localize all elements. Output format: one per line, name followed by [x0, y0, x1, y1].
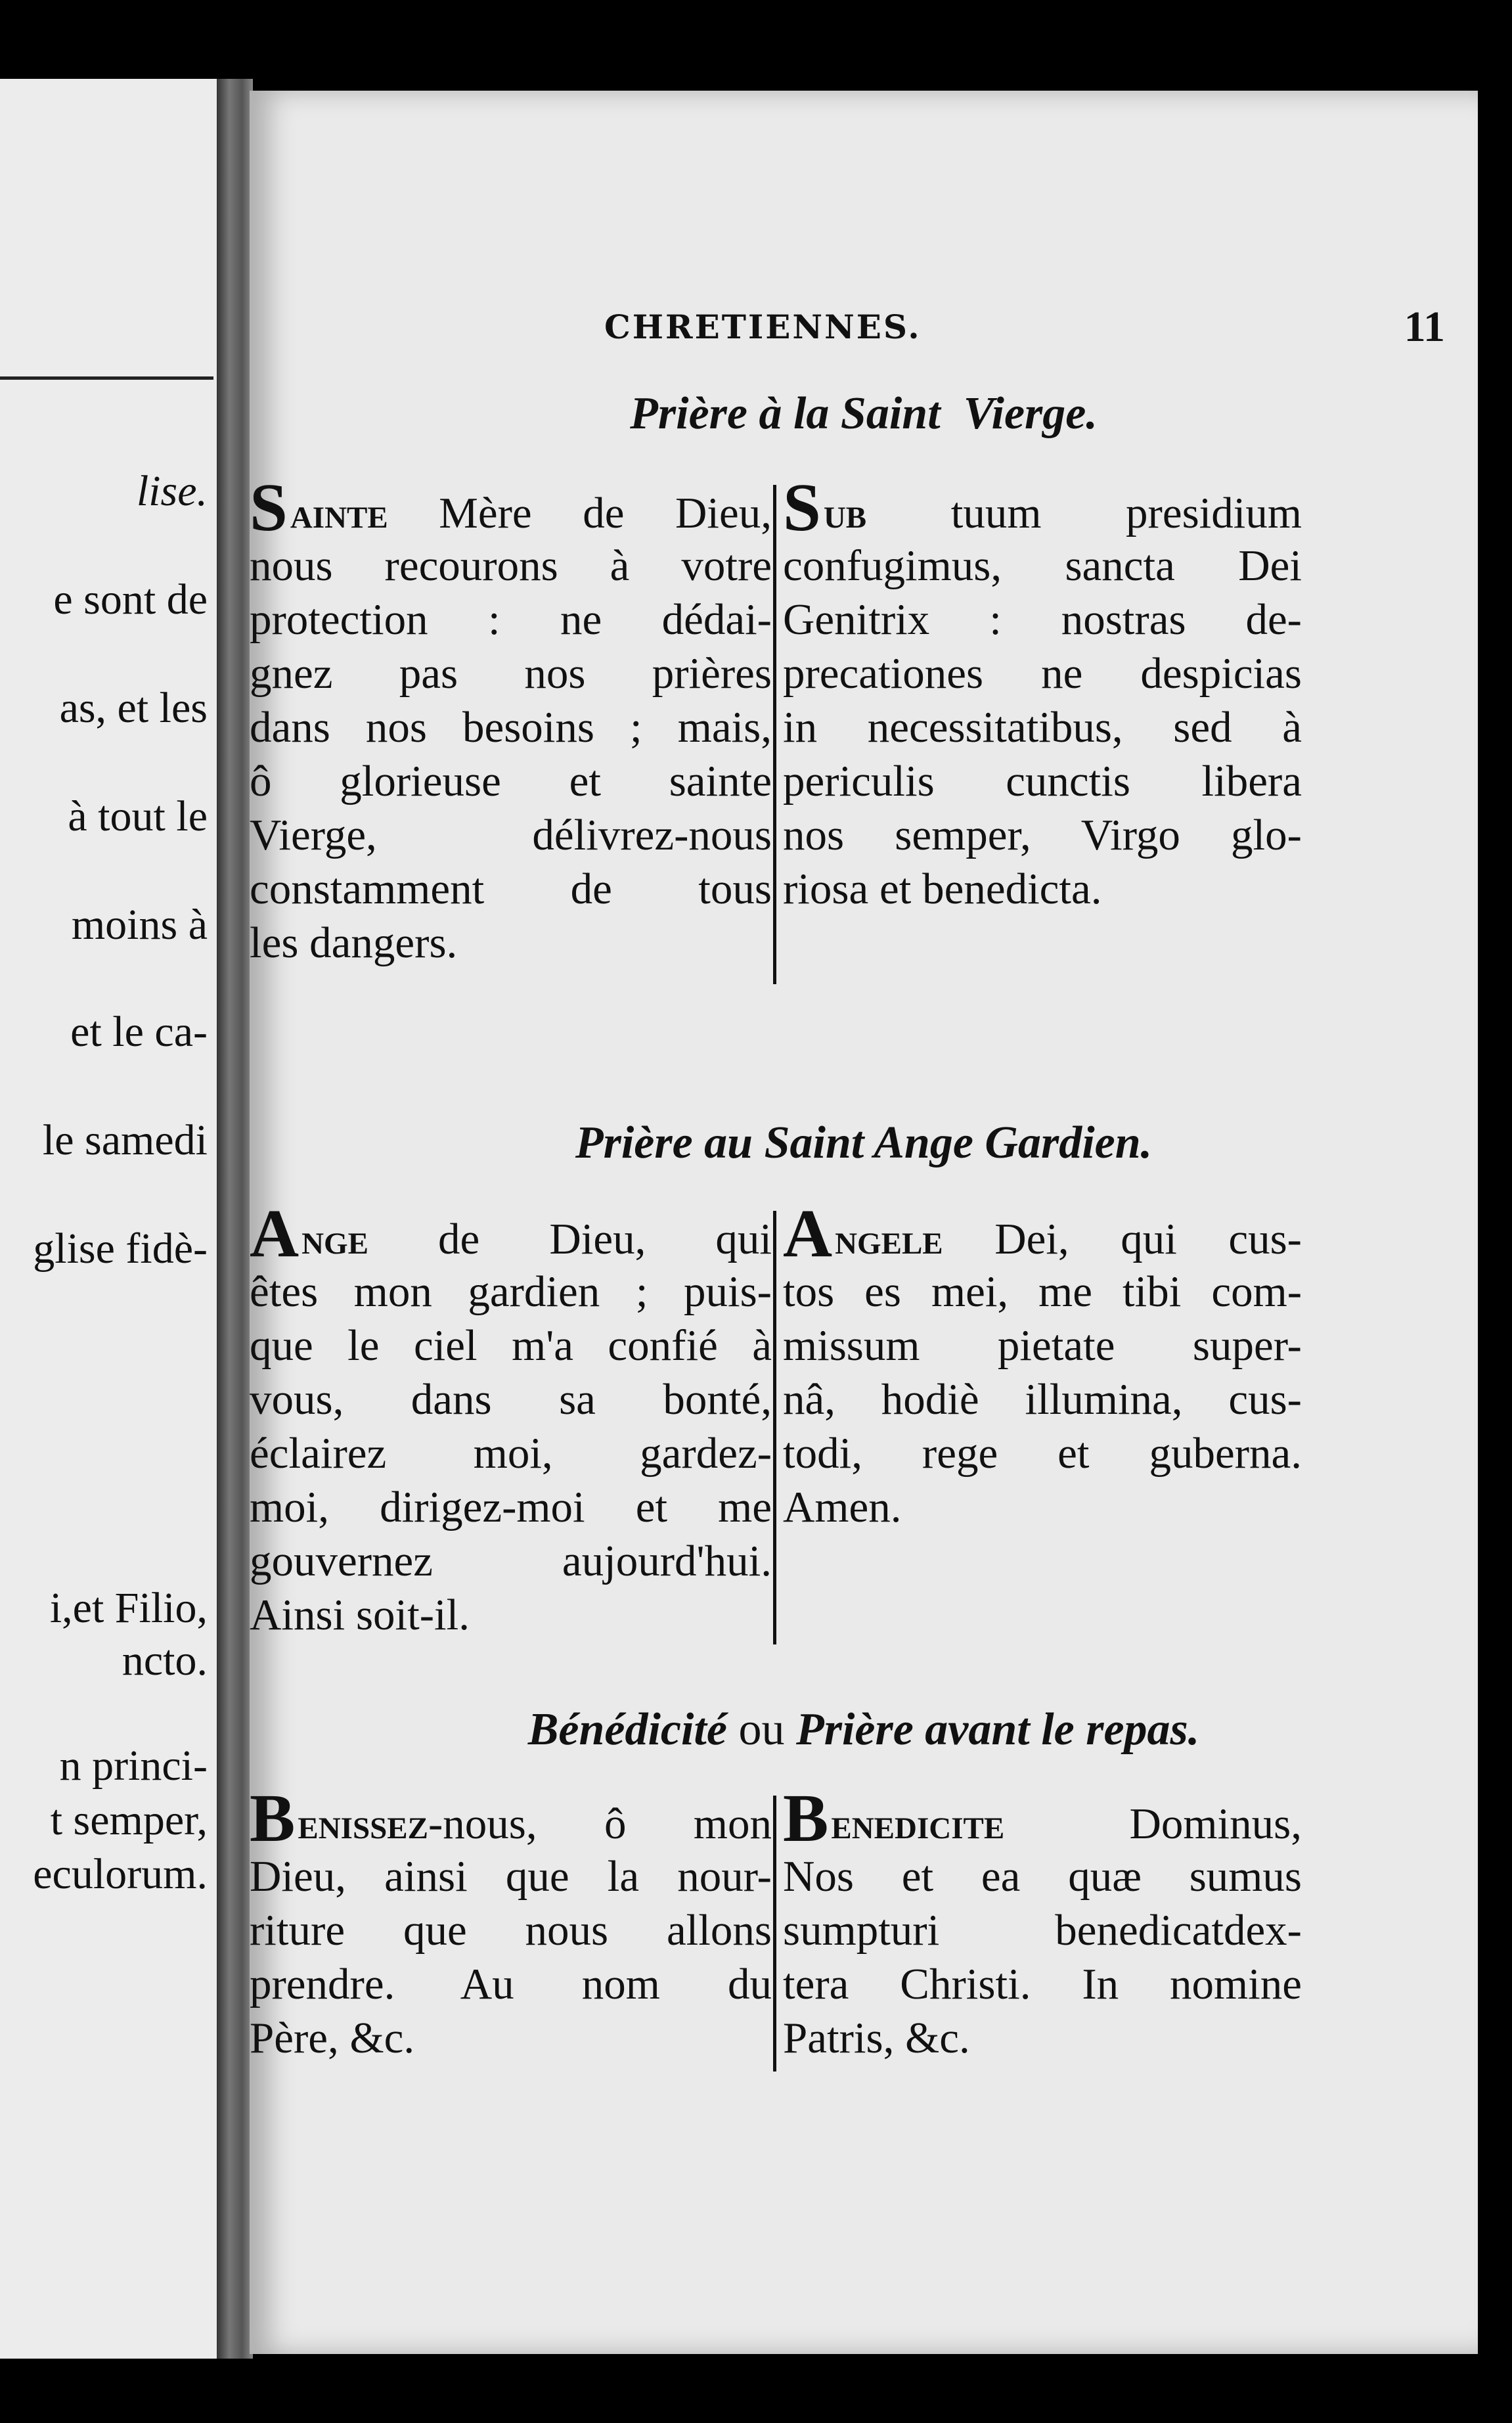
prayer-block-sainte-vierge — [250, 470, 1478, 1089]
text-line: riture que nous allons — [250, 1906, 772, 1955]
french-column — [250, 1196, 772, 1642]
text-line: éclairez moi, gardez- — [250, 1429, 772, 1478]
drop-cap: B — [783, 1780, 829, 1856]
latin-column — [783, 470, 1302, 916]
text-line: Genitrix : nostras de- — [783, 595, 1302, 644]
text-line: constamment de tous — [250, 865, 772, 913]
column-divider — [773, 1796, 776, 2072]
text-line: protection : ne dédai- — [250, 595, 772, 644]
text-line: de Dieu, qui — [368, 1215, 772, 1263]
drop-cap: S — [783, 470, 821, 545]
prayer-block-benedicite — [250, 1780, 1478, 2124]
text-line: nos semper, Virgo glo- — [783, 811, 1302, 859]
text-line: missum pietate super- — [783, 1321, 1302, 1370]
text-line: nâ, hodiè illumina, cus- — [783, 1375, 1302, 1424]
text-line: gouvernez aujourd'hui. — [250, 1537, 772, 1585]
opening-word-smallcaps: ngele — [835, 1215, 943, 1263]
left-facing-page — [0, 79, 217, 2359]
text-line: periculis cunctis libera — [783, 757, 1302, 805]
section-title-part: Prière au Saint Ange Gardien. — [575, 1118, 1153, 1168]
text-line: riosa et benedicta. — [783, 865, 1102, 913]
drop-cap: A — [250, 1196, 300, 1271]
section-title-sainte-vierge — [250, 388, 1478, 440]
drop-cap: B — [250, 1780, 296, 1856]
text-line: prendre. Au nom du — [250, 1960, 772, 2008]
left-page-line: as, et les — [59, 684, 208, 732]
text-line: tera Christi. In nomine — [783, 1960, 1302, 2008]
text-line: Vierge, délivrez-nous — [250, 811, 772, 859]
french-column — [250, 1780, 772, 2065]
left-page-line: et le ca- — [70, 1008, 208, 1056]
opening-word-smallcaps: ainte — [290, 489, 388, 537]
text-line: gnez pas nos prières — [250, 649, 772, 698]
latin-column — [783, 1780, 1302, 2065]
section-title-part: Vierge. — [963, 388, 1098, 439]
opening-word-smallcaps: nge — [301, 1215, 368, 1263]
text-line: les dangers. — [250, 918, 458, 967]
text-line: Mère de Dieu, — [388, 489, 772, 537]
text-line: êtes mon gardien ; puis- — [250, 1267, 772, 1316]
left-page-line: ncto. — [122, 1637, 208, 1685]
text-line: Père, &c. — [250, 2014, 415, 2062]
text-line: precationes ne despicias — [783, 649, 1302, 698]
left-page-line: n princi- — [59, 1742, 208, 1790]
opening-word-smallcaps: ub — [823, 489, 867, 537]
text-line: Nos et ea quæ sumus — [783, 1852, 1302, 1901]
text-line: tuum presidium — [866, 489, 1302, 537]
running-head: CHRETIENNES. — [604, 307, 922, 346]
left-page-line: lise. — [136, 467, 208, 515]
left-page-line: t semper, — [50, 1796, 208, 1844]
text-line: sumpturi benedicatdex- — [783, 1906, 1302, 1955]
text-line: -nous, ô mon — [428, 1800, 772, 1848]
column-divider — [773, 1211, 776, 1644]
column-divider — [773, 485, 776, 984]
book-page — [250, 91, 1478, 2354]
opening-word-smallcaps: enissez — [298, 1800, 428, 1848]
text-line: moi, dirigez-moi et me — [250, 1483, 772, 1531]
prayer-block-ange-gardien — [250, 1196, 1478, 1710]
left-page-line: eculorum. — [33, 1850, 208, 1898]
left-page-line: glise fidè- — [33, 1225, 208, 1273]
left-page-line: le samedi — [42, 1116, 208, 1164]
text-line: vous, dans sa bonté, — [250, 1375, 772, 1424]
latin-column — [783, 1196, 1302, 1534]
text-line: Dei, qui cus- — [943, 1215, 1302, 1263]
section-title-benedicite — [250, 1704, 1478, 1756]
text-line: que le ciel m'a confié à — [250, 1321, 772, 1370]
text-line: dans nos besoins ; mais, — [250, 703, 772, 752]
text-line: Patris, &c. — [783, 2014, 970, 2062]
section-title-part: Bénédicité — [527, 1704, 727, 1755]
text-line: Ainsi soit-il. — [250, 1591, 470, 1639]
section-title-part: ou — [726, 1704, 796, 1755]
left-page-line: e sont de — [53, 576, 208, 623]
text-line: in necessitatibus, sed à — [783, 703, 1302, 752]
book-gutter — [217, 79, 253, 2359]
page-number: 11 — [1404, 303, 1445, 351]
text-line: nous recourons à votre — [250, 541, 772, 590]
text-line: todi, rege et guberna. — [783, 1429, 1302, 1478]
text-line: tos es mei, me tibi com- — [783, 1267, 1302, 1316]
left-page-rule — [0, 376, 213, 380]
section-title-part: Prière à la Saint — [630, 388, 941, 439]
text-line: ô glorieuse et sainte — [250, 757, 772, 805]
text-line: Amen. — [783, 1483, 902, 1531]
left-page-line: moins à — [71, 901, 208, 949]
left-page-line: à tout le — [68, 792, 208, 840]
text-line: Dominus, — [1004, 1800, 1302, 1848]
opening-word-smallcaps: enedicite — [831, 1800, 1005, 1848]
drop-cap: S — [250, 470, 288, 545]
left-page-line: i,et Filio, — [49, 1584, 208, 1632]
section-title-part: Prière avant le repas. — [795, 1704, 1200, 1755]
french-column — [250, 470, 772, 970]
text-line: Dieu, ainsi que la nour- — [250, 1852, 772, 1901]
section-title-ange-gardien — [250, 1117, 1478, 1169]
text-line: confugimus, sancta Dei — [783, 541, 1302, 590]
drop-cap: A — [783, 1196, 833, 1271]
